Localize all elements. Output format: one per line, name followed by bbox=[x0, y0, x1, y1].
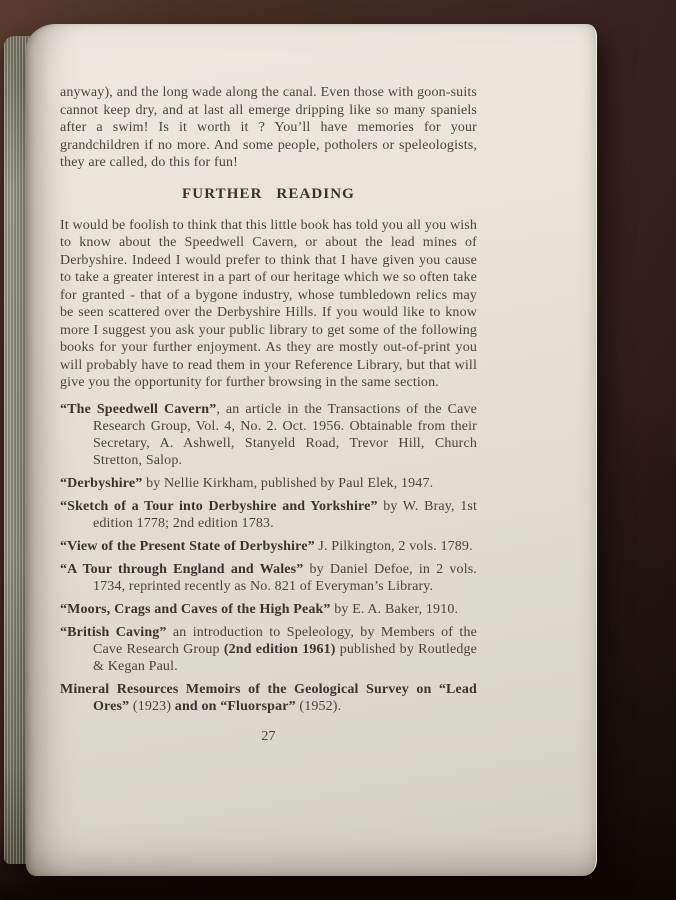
entry-detail: , an article in the Transactions of the Cave Research Group, Vol. 4, No. 2. Oct. 1956. Obtainable from their Secretary, A. Ashwell, Stanyeld Road, Trevor Hill, Church Stretton, Salop. bbox=[93, 401, 477, 469]
reading-list-entry bbox=[60, 538, 477, 555]
entry-detail: J. Pilkington, 2 vols. 1789. bbox=[314, 539, 473, 555]
entry-detail: by Nellie Kirkham, published by Paul Elek, 1947. bbox=[142, 476, 434, 492]
book-page bbox=[26, 24, 597, 876]
book-title: and on “Fluorspar” bbox=[174, 699, 296, 715]
book-title: “View of the Present State of Derbyshire” bbox=[60, 539, 315, 555]
page-number: 27 bbox=[261, 728, 276, 744]
book-title: “Sketch of a Tour into Derbyshire and Yorkshire” bbox=[60, 498, 378, 514]
reading-list-entry bbox=[60, 624, 477, 676]
entry-detail: by E. A. Baker, 1910. bbox=[330, 601, 459, 617]
reading-list-entry bbox=[60, 498, 477, 533]
section-heading: FURTHER READING bbox=[182, 185, 355, 202]
book-title: “Derbyshire” bbox=[60, 476, 143, 492]
book-title: (2nd edition 1961) bbox=[223, 642, 336, 658]
reading-list bbox=[60, 401, 477, 716]
entry-detail: (1952). bbox=[295, 699, 342, 715]
reading-list-entry bbox=[60, 401, 477, 470]
entry-detail: an introduction to Speleology, by Members of the Cave Research Group bbox=[93, 624, 477, 658]
reading-list-entry bbox=[60, 681, 477, 716]
book-title: “British Caving” bbox=[60, 624, 167, 640]
text-block bbox=[60, 84, 477, 745]
reading-list-entry bbox=[60, 601, 477, 618]
entry-detail: by W. Bray, 1st edition 1778; 2nd edition 1783. bbox=[93, 498, 477, 532]
entry-detail: (1923) bbox=[129, 699, 175, 715]
entry-detail: published by Routledge & Kegan Paul. bbox=[93, 642, 478, 675]
entry-detail: by Daniel Defoe, in 2 vols. 1734, reprinted recently as No. 821 of Everyman’s Library. bbox=[93, 561, 477, 595]
book-title: “A Tour through England and Wales” bbox=[60, 561, 304, 577]
intro-paragraph: It would be foolish to think that this little book has told you all you wish to know about the Speedwell Cavern, or about the lead mines of Derbyshire. Indeed I would prefer to think that I have given you cause to take a greater interest in a part of our heritage which we so often take for granted - that of a bygone industry, whose tumbledown relics may be seen scattered over the Derbyshire Hills. If you would like to know more I suggest you ask your public library to get some of the following books for your further enjoyment. As they are mostly out-of-print you will probably have to read them in your Reference Library, but that will give you the opportunity for further browsing in the same section. bbox=[60, 217, 477, 390]
continued-paragraph: anyway), and the long wade along the canal. Even those with goon-suits cannot keep dry, and at last all emerge dripping like so many spaniels after a swim! Is it worth it ? You’ll have memories for your grandchildren if no more. And some people, potholers or speleologists, they are called, do this for fun! bbox=[60, 85, 477, 170]
book-title: “Moors, Crags and Caves of the High Peak” bbox=[60, 601, 331, 617]
reading-list-entry bbox=[60, 475, 477, 492]
book-title: Mineral Resources Memoirs of the Geological Survey on “Lead Ores” bbox=[60, 682, 477, 715]
book-title: “The Speedwell Cavern” bbox=[60, 401, 217, 417]
reading-list-entry bbox=[60, 561, 477, 596]
